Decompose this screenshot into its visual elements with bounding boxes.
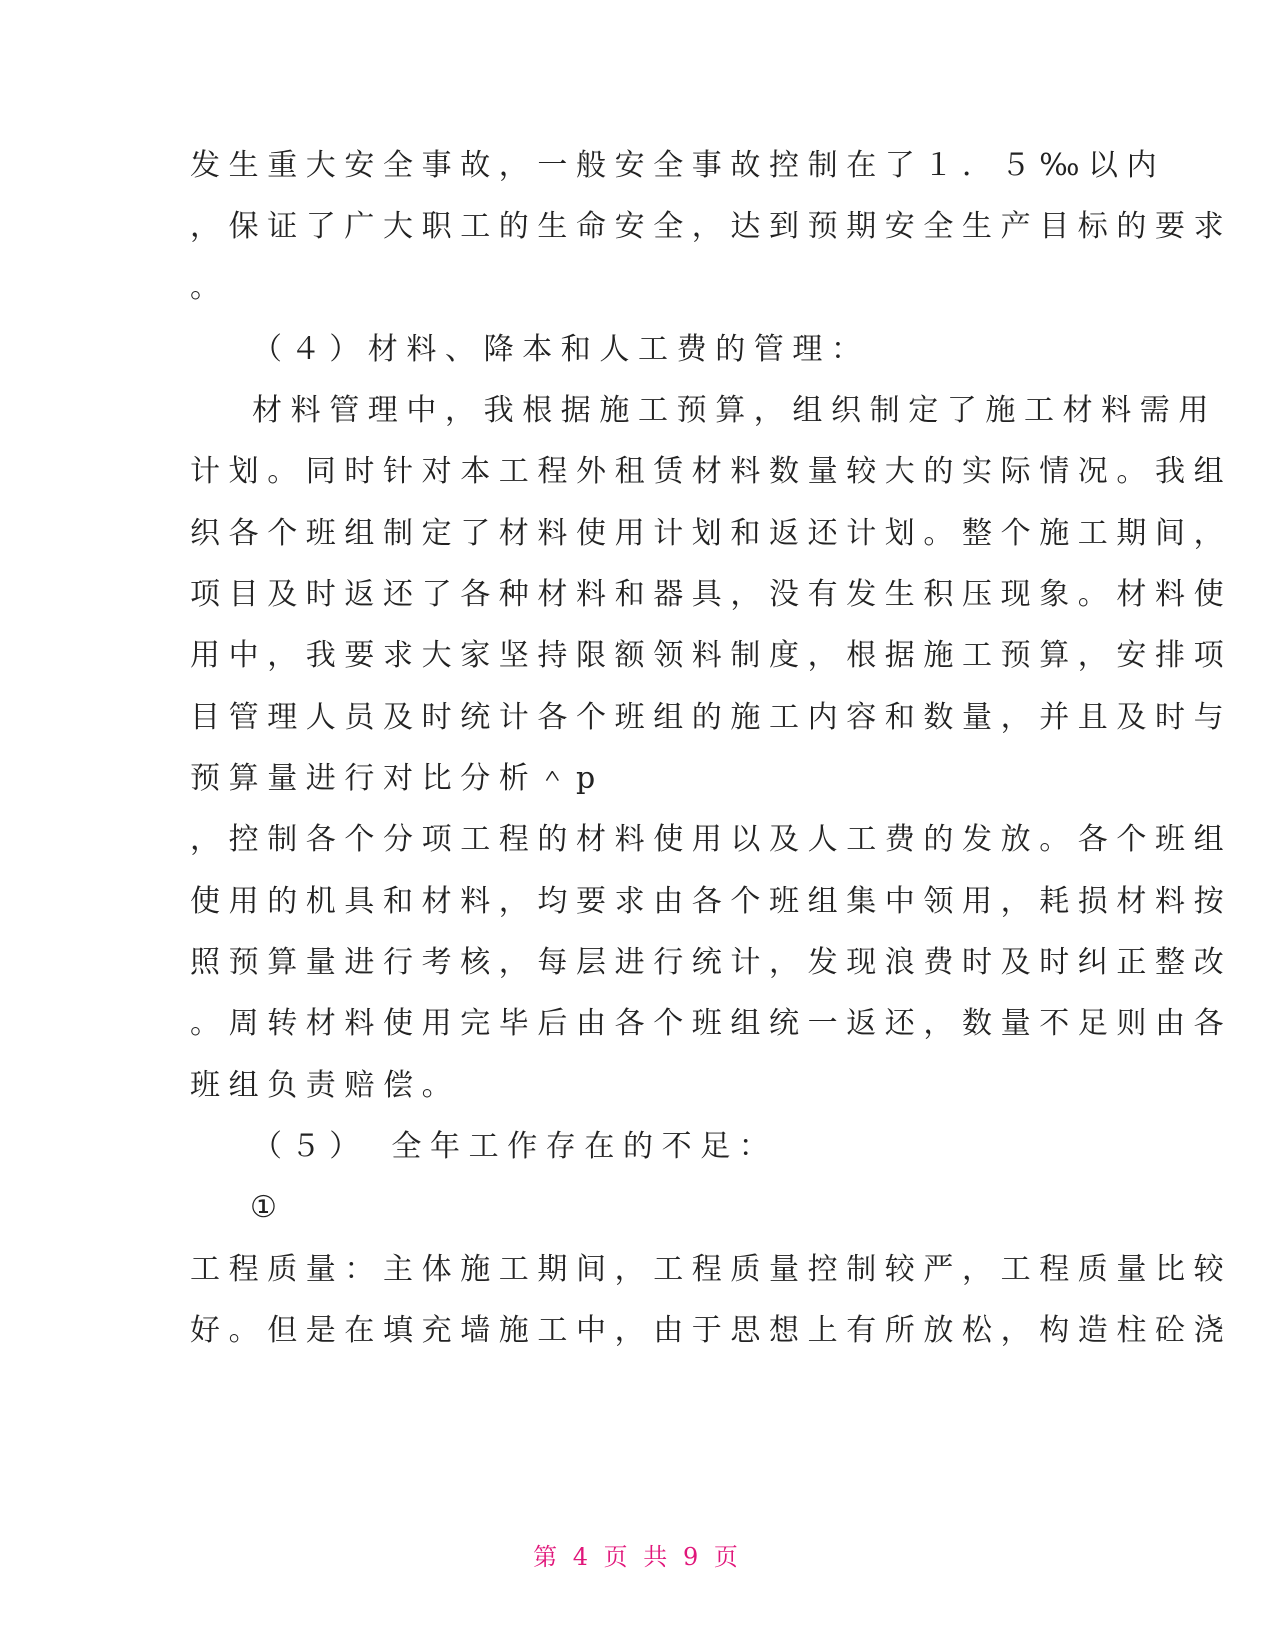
page-number-footer: 第 4 页 共 9 页 bbox=[533, 1543, 742, 1571]
list-marker: ① bbox=[250, 1190, 286, 1225]
body-text-line: 项目及时返还了各种材料和器具，没有发生积压现象。材料使 bbox=[190, 577, 1233, 612]
body-text-line: 材料管理中，我根据施工预算，组织制定了施工材料需用 bbox=[252, 393, 1217, 428]
body-text-line: 好。但是在填充墙施工中，由于思想上有所放松，构造柱砼浇 bbox=[190, 1313, 1233, 1348]
body-text-line: 班组负责赔偿。 bbox=[190, 1068, 461, 1103]
body-text-line: ，控制各个分项工程的材料使用以及人工费的发放。各个班组 bbox=[190, 822, 1233, 857]
body-text-line: 。周转材料使用完毕后由各个班组统一返还，数量不足则由各 bbox=[190, 1006, 1233, 1041]
body-text-line: 使用的机具和材料，均要求由各个班组集中领用，耗损材料按 bbox=[190, 884, 1233, 919]
body-text-line: 。 bbox=[190, 270, 229, 305]
section-heading-4: （４）材料、降本和人工费的管理： bbox=[252, 332, 870, 367]
body-text-line: 预算量进行对比分析＾p bbox=[190, 761, 604, 796]
body-text-line: 照预算量进行考核，每层进行统计，发现浪费时及时纠正整改 bbox=[190, 945, 1233, 980]
section-heading-5: （５） 全年工作存在的不足： bbox=[252, 1129, 778, 1164]
body-text-line: 发生重大安全事故，一般安全事故控制在了１．５‰以内 bbox=[190, 148, 1166, 183]
body-text-line: 织各个班组制定了材料使用计划和返还计划。整个施工期间， bbox=[190, 516, 1233, 551]
body-text-line: ，保证了广大职工的生命安全，达到预期安全生产目标的要求 bbox=[190, 209, 1233, 244]
body-text-line: 用中，我要求大家坚持限额领料制度，根据施工预算，安排项 bbox=[190, 638, 1233, 673]
body-text-line: 工程质量：主体施工期间，工程质量控制较严，工程质量比较 bbox=[190, 1252, 1233, 1287]
body-text-line: 计划。同时针对本工程外租赁材料数量较大的实际情况。我组 bbox=[190, 454, 1233, 489]
body-text-line: 目管理人员及时统计各个班组的施工内容和数量，并且及时与 bbox=[190, 700, 1233, 735]
